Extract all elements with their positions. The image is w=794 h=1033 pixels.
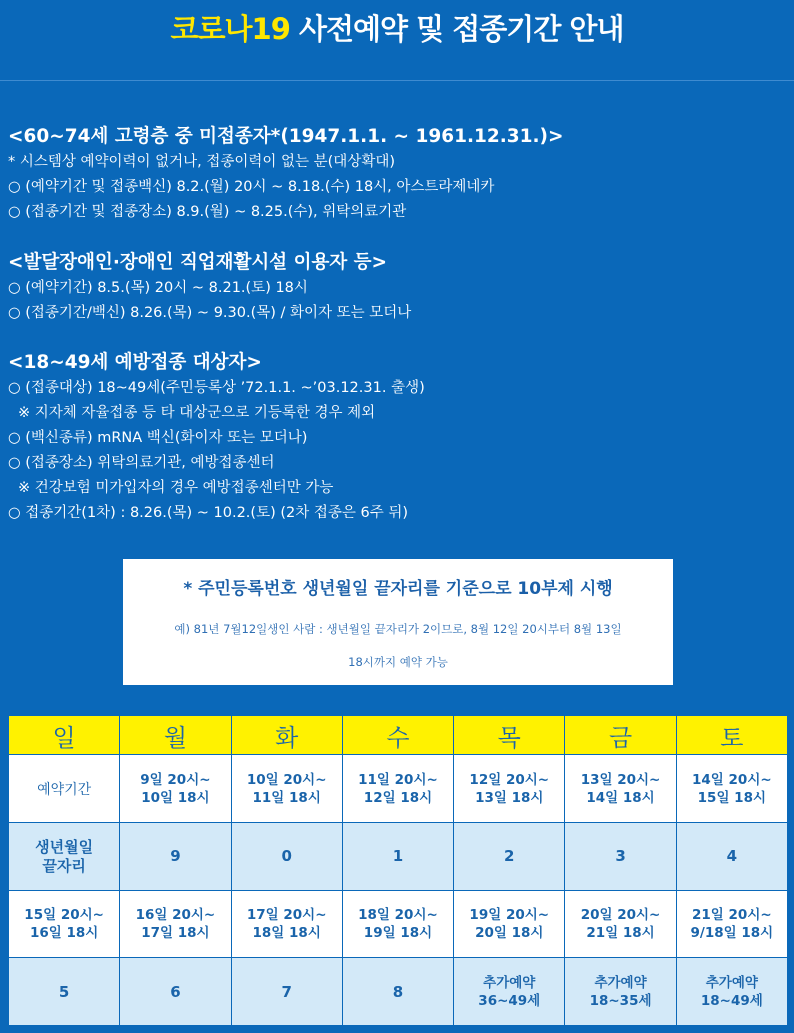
period-cell [565,755,676,823]
info-line: ○ (백신종류) mRNA 백신(화이자 또는 모더나) [8,430,308,446]
extra-age: 18~35세 [589,992,652,1009]
period-end: 18일 18시 [252,924,321,941]
period-end: 19일 18시 [363,924,433,941]
notice-example-line: 예) 81년 7월12일생인 사람 : 생년월일 끝자리가 2이므로, 8월 12일 20시부터 8월 13일 [174,622,622,636]
period-start: 15일 20시~ [24,906,104,923]
day-wed: 수 [342,716,453,755]
period-cell [231,890,342,958]
period-cell [231,755,342,823]
period-start: 12일 20시~ [469,771,550,788]
birth-digit: 1 [342,823,453,891]
period-start: 18일 20시~ [358,906,438,923]
period-end: 13일 18시 [475,789,544,806]
period-start: 21일 20시~ [692,906,772,923]
period-end: 20일 18시 [475,924,544,941]
section-disabled [8,250,788,326]
period-end: 14일 18시 [586,789,655,806]
day-mon: 월 [120,716,231,755]
section-elderly [8,124,788,225]
period-start: 11일 20시~ [358,771,438,788]
extra-label: 추가예약 [705,974,758,991]
day-sun: 일 [9,716,120,755]
day-header-row [9,716,788,755]
info-line: ○ (접종대상) 18~49세(주민등록상 ’72.1.1. ~’03.12.31. 출생) [8,380,425,396]
period-cell [342,755,453,823]
day-sat: 토 [676,716,787,755]
period-start: 9일 20시~ [140,771,211,788]
period-cell [676,890,787,958]
period-start: 14일 20시~ [692,771,772,788]
period-cell [454,755,565,823]
section-title: <발달장애인·장애인 직업재활시설 이용자 등> [8,252,388,273]
row-label [9,823,120,891]
row-label-text: 끝자리 [42,857,86,876]
section-18-49 [8,350,788,526]
notice-example-line: 18시까지 예약 가능 [348,655,448,669]
row-label-text: 생년월일 [35,838,94,857]
period-end: 10일 18시 [141,789,210,806]
section-title: <60~74세 고령층 중 미접종자*(1947.1.1. ~ 1961.12.31.)> [8,126,564,147]
day-thu: 목 [454,716,565,755]
period-cell [565,890,676,958]
row-label-text: 예약기간 [37,781,92,798]
birth-digit: 0 [231,823,342,891]
day-tue: 화 [231,716,342,755]
period-start: 17일 20시~ [246,906,327,923]
period-end: 11일 18시 [252,789,321,806]
note-line: ※ 건강보험 미가입자의 경우 예방접종센터만 가능 [18,480,334,496]
birth-digit: 2 [454,823,565,891]
extra-label: 추가예약 [483,974,536,991]
birth-digit: 8 [342,958,453,1026]
notice-example [145,613,651,679]
day-fri: 금 [565,716,676,755]
period-cell [120,755,231,823]
info-line: ○ (예약기간 및 접종백신) 8.2.(월) 20시 ~ 8.18.(수) 18시, 아스트라제네카 [8,179,495,195]
period-end: 21일 18시 [586,924,655,941]
birth-digit: 3 [565,823,676,891]
info-line: ○ (접종기간/백신) 8.26.(목) ~ 9.30.(목) / 화이자 또는 모더나 [8,305,412,321]
period-end: 17일 18시 [141,924,210,941]
row-label [9,755,120,823]
notice-box [123,559,673,685]
info-line: * 시스템상 예약이력이 없거나, 접종이력이 없는 분(대상확대) [8,154,395,170]
extra-reservation [565,958,676,1026]
period-start: 13일 20시~ [580,771,661,788]
title-bar [0,0,794,81]
period-end: 16일 18시 [29,924,99,941]
period-start: 10일 20시~ [246,771,327,788]
extra-reservation [454,958,565,1026]
period-cell [120,890,231,958]
digit-row-1 [9,823,788,891]
birth-digit: 5 [9,958,120,1026]
extra-age: 18~49세 [700,992,763,1009]
notice-title: * 주민등록번호 생년월일 끝자리를 기준으로 10부제 시행 [183,579,613,599]
period-end: 12일 18시 [363,789,433,806]
period-cell [342,890,453,958]
period-end: 15일 18시 [697,789,767,806]
birth-digit: 7 [231,958,342,1026]
extra-reservation [676,958,787,1026]
info-line: ○ (접종장소) 위탁의료기관, 예방접종센터 [8,455,275,471]
info-line: ○ (예약기간) 8.5.(목) 20시 ~ 8.21.(토) 18시 [8,280,308,296]
page-title [0,12,794,46]
period-start: 20일 20시~ [580,906,661,923]
period-cell [9,890,120,958]
reservation-calendar [8,715,788,1026]
birth-digit: 4 [676,823,787,891]
period-start: 19일 20시~ [469,906,550,923]
birth-digit: 9 [120,823,231,891]
extra-label: 추가예약 [594,974,647,991]
period-cell [454,890,565,958]
note-line: ※ 지자체 자율접종 등 타 대상군으로 기등록한 경우 제외 [18,405,376,421]
birth-digit: 6 [120,958,231,1026]
title-rest: 사전예약 및 접종기간 안내 [289,12,624,46]
period-start: 16일 20시~ [135,906,216,923]
reservation-row-2 [9,890,788,958]
reservation-row-1 [9,755,788,823]
digit-row-2 [9,958,788,1026]
info-line: ○ 접종기간(1차) : 8.26.(목) ~ 10.2.(토) (2차 접종은 6주 뒤) [8,505,408,521]
period-end: 9/18일 18시 [690,924,774,941]
section-title: <18~49세 예방접종 대상자> [8,352,262,373]
title-accent: 코로나19 [170,12,290,46]
extra-age: 36~49세 [478,992,541,1009]
info-line: ○ (접종기간 및 접종장소) 8.9.(월) ~ 8.25.(수), 위탁의료기관 [8,204,407,220]
period-cell [676,755,787,823]
